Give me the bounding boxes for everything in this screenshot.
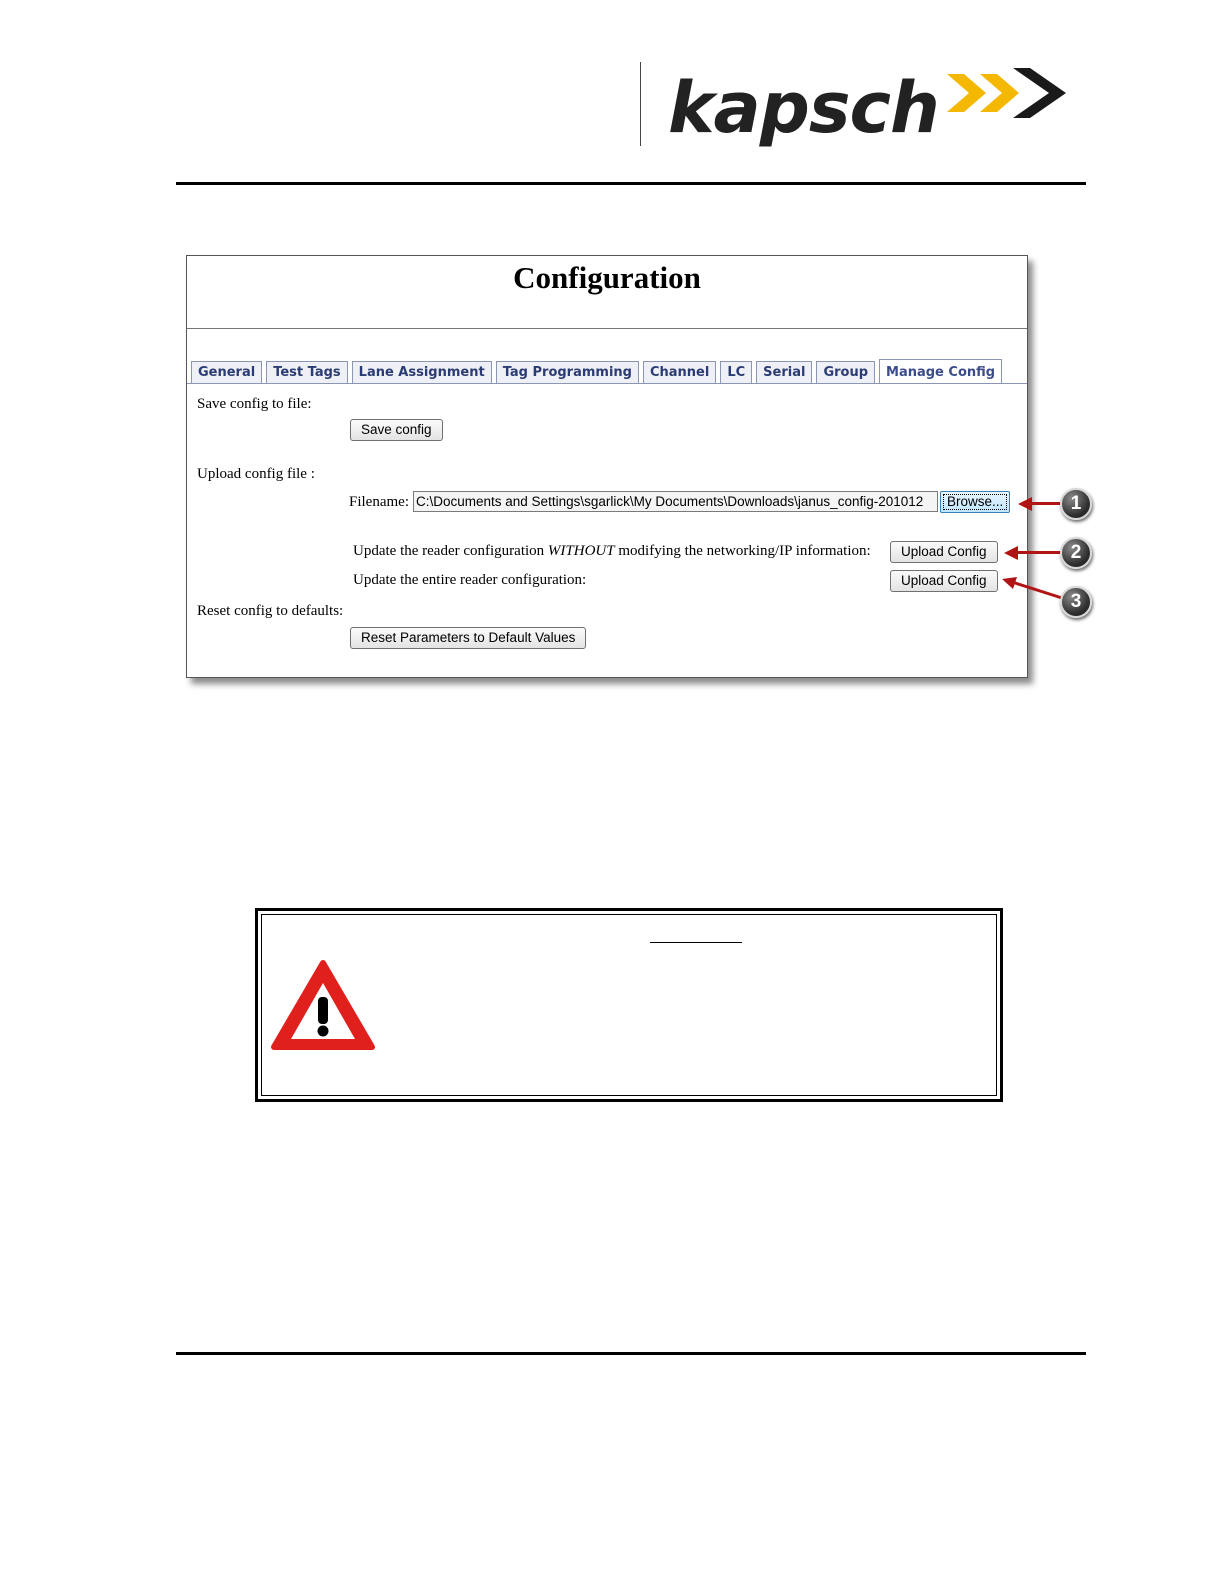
warning-triangle-icon (270, 959, 376, 1053)
logo-divider (640, 62, 641, 146)
arrowhead-icon (1018, 497, 1032, 511)
callout-badge: 2 (1060, 537, 1092, 569)
upload-config-label: Upload config file : (197, 466, 315, 482)
callout-arrow (1016, 551, 1060, 554)
update-entire-text: Update the entire reader configuration: (353, 572, 587, 588)
browse-button[interactable]: Browse... (940, 491, 1010, 513)
tab-manage-config[interactable]: Manage Config (879, 359, 1002, 383)
kapsch-logo (664, 60, 1074, 150)
header-rule (176, 182, 1086, 185)
tab-channel[interactable]: Channel (643, 361, 716, 383)
callout-badge: 3 (1060, 586, 1092, 618)
filename-input[interactable]: C:\Documents and Settings\sgarlick\My Documents\Downloads\janus_config-201012 (413, 491, 938, 512)
tab-lane-assignment[interactable]: Lane Assignment (352, 361, 492, 383)
callout-arrow (1030, 502, 1060, 505)
arrowhead-icon (1004, 546, 1018, 560)
page-title: Configuration (513, 260, 701, 295)
option1-emphasis: WITHOUT (547, 543, 615, 559)
tab-lc[interactable]: LC (720, 361, 752, 383)
tab-test-tags[interactable]: Test Tags (266, 361, 347, 383)
logo-chevron-dark-icon (1013, 68, 1066, 118)
title-divider (187, 328, 1027, 329)
tab-baseline (187, 383, 1027, 384)
tab-group[interactable]: Group (816, 361, 875, 383)
tab-tag-programming[interactable]: Tag Programming (496, 361, 639, 383)
logo-chevrons-icon (947, 74, 1019, 112)
save-config-button[interactable]: Save config (350, 419, 443, 441)
warning-box (255, 908, 1003, 1102)
reset-defaults-button[interactable]: Reset Parameters to Default Values (350, 627, 586, 649)
callout-badge: 1 (1060, 488, 1092, 520)
save-config-label: Save config to file: (197, 396, 312, 412)
warning-heading-underline (650, 942, 742, 943)
update-without-network-text (353, 543, 871, 560)
tab-serial[interactable]: Serial (756, 361, 812, 383)
footer-rule (176, 1352, 1086, 1355)
upload-config-full-button[interactable]: Upload Config (890, 570, 998, 592)
configuration-panel (186, 255, 1028, 678)
filename-label: Filename: (349, 494, 409, 510)
tab-general[interactable]: General (191, 361, 262, 383)
logo-text: kapsch (668, 67, 939, 149)
tab-bar (191, 361, 1002, 383)
reset-config-label: Reset config to defaults: (197, 603, 344, 619)
option1-suffix: modifying the networking/IP information: (614, 543, 871, 559)
option1-prefix: Update the reader configuration (353, 543, 548, 559)
upload-config-partial-button[interactable]: Upload Config (890, 541, 998, 563)
callout-arrow-diagonal (1002, 576, 1064, 606)
warning-box-inner (261, 914, 997, 1096)
